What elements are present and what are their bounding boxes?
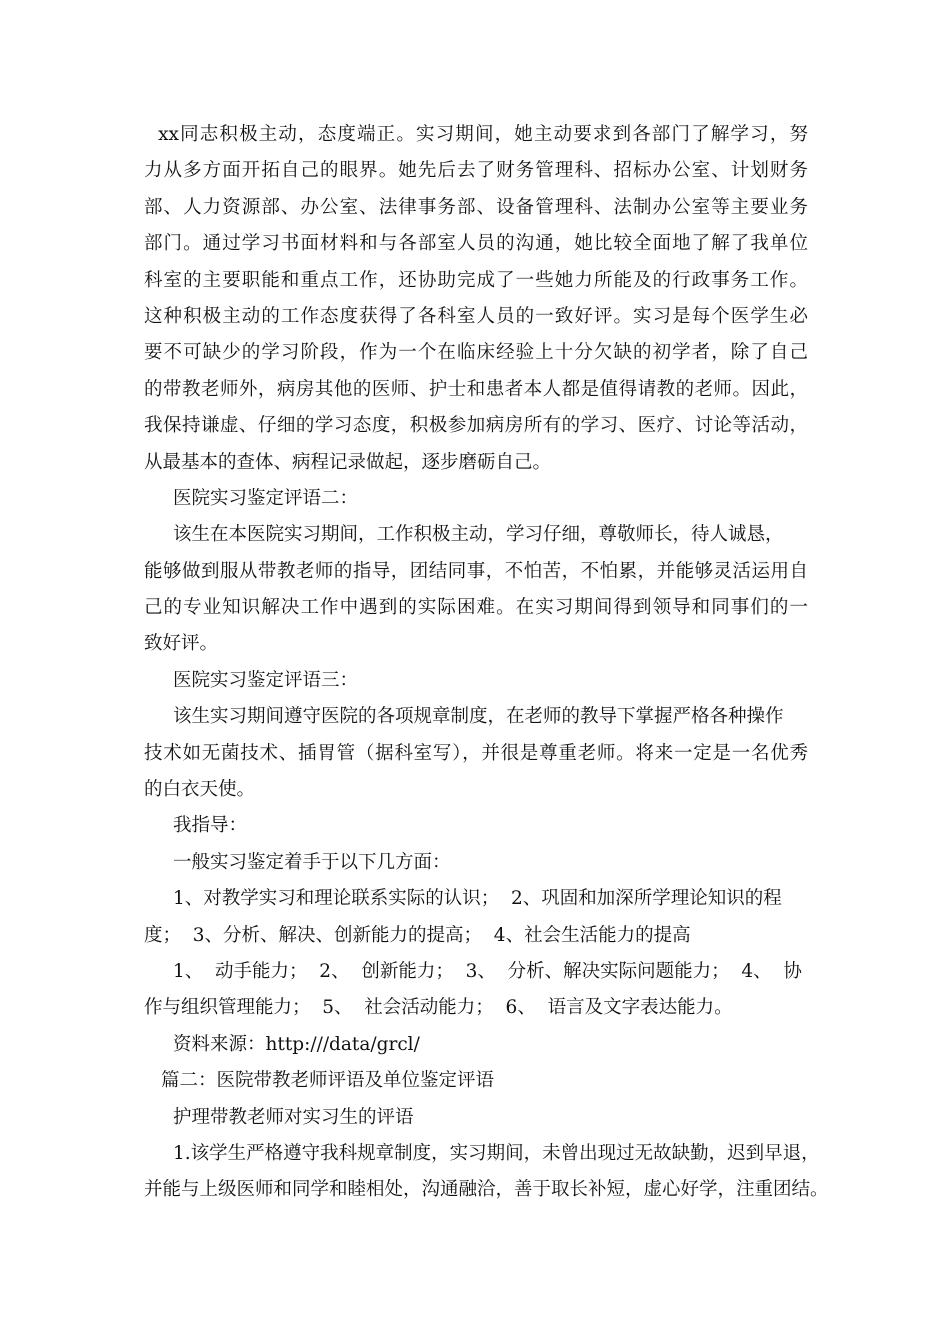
paragraph-line: 部门。通过学习书面材料和与各部室人员的沟通，她比较全面地了解了我单位 [144, 233, 808, 255]
list-line: 作与组织管理能力； 5、 社会活动能力； 6、 语言及文字表达能力。 [144, 997, 733, 1019]
paragraph-line: 我保持谦虚、仔细的学习态度，积极参加病房所有的学习、医疗、讨论等活动， [144, 415, 808, 437]
section-heading: 我指导： [173, 815, 248, 837]
paragraph-line: 一般实习鉴定着手于以下几方面： [173, 851, 451, 873]
list-line: 1、对教学实习和理论联系实际的认识； 2、巩固和加深所学理论知识的程 [173, 888, 782, 910]
paragraph-line: 该生在本医院实习期间，工作积极主动，学习仔细，尊敬师长，待人诚恳， [173, 524, 784, 546]
paragraph-line: 从最基本的查体、病程记录做起，逐步磨砺自己。 [144, 451, 552, 473]
paragraph-line: 的带教老师外，病房其他的医师、护士和患者本人都是值得请教的老师。因此， [144, 378, 808, 400]
section-heading: 医院实习鉴定评语二： [173, 487, 359, 509]
paragraph-line: 的白衣天使。 [144, 779, 256, 801]
section-heading: 医院实习鉴定评语三： [173, 669, 359, 691]
section-heading: 护理带教老师对实习生的评语 [173, 1106, 414, 1128]
paragraph-line: 致好评。 [144, 633, 219, 655]
paragraph-line: 科室的主要职能和重点工作，还协助完成了一些她力所能及的行政事务工作。 [144, 269, 808, 291]
list-line: 度； 3、分析、解决、创新能力的提高； 4、社会生活能力的提高 [144, 924, 691, 946]
paragraph-line: 力从多方面开拓自己的眼界。她先后去了财务管理科、招标办公室、计划财务 [144, 160, 808, 182]
paragraph-line: 能够做到服从带教老师的指导，团结同事，不怕苦，不怕累，并能够灵活运用自 [144, 560, 808, 582]
paragraph-line: 技术如无菌技术、插胃管（据科室写），并很是尊重老师。将来一定是一名优秀 [144, 742, 808, 764]
paragraph-line: 要不可缺少的学习阶段，作为一个在临床经验上十分欠缺的初学者，除了自己 [144, 342, 808, 364]
paragraph-line: 己的专业知识解决工作中遇到的实际困难。在实习期间得到领导和同事们的一 [144, 597, 808, 619]
paragraph-line: xx同志积极主动，态度端正。实习期间，她主动要求到各部门了解学习，努 [144, 124, 808, 145]
paragraph-line: 1.该学生严格遵守我科规章制度，实习期间，未曾出现过无故缺勤，迟到早退， [173, 1142, 820, 1164]
chapter-heading: 篇二：医院带教老师评语及单位鉴定评语 [161, 1070, 495, 1092]
paragraph-line: 并能与上级医师和同学和睦相处，沟通融洽，善于取长补短，虚心好学，注重团结。 [144, 1179, 829, 1201]
source-line: 资料来源：http:///data/grcl/ [173, 1033, 420, 1055]
paragraph-line: 这种积极主动的工作态度获得了各科室人员的一致好评。实习是每个医学生必 [144, 305, 808, 327]
list-line: 1、 动手能力； 2、 创新能力； 3、 分析、解决实际问题能力； 4、 协 [173, 960, 802, 982]
paragraph-line: 该生实习期间遵守医院的各项规章制度，在老师的教导下掌握严格各种操作 [173, 706, 784, 728]
document-body [144, 117, 829, 1209]
paragraph-line: 部、人力资源部、办公室、法律事务部、设备管理科、法制办公室等主要业务 [144, 196, 808, 218]
